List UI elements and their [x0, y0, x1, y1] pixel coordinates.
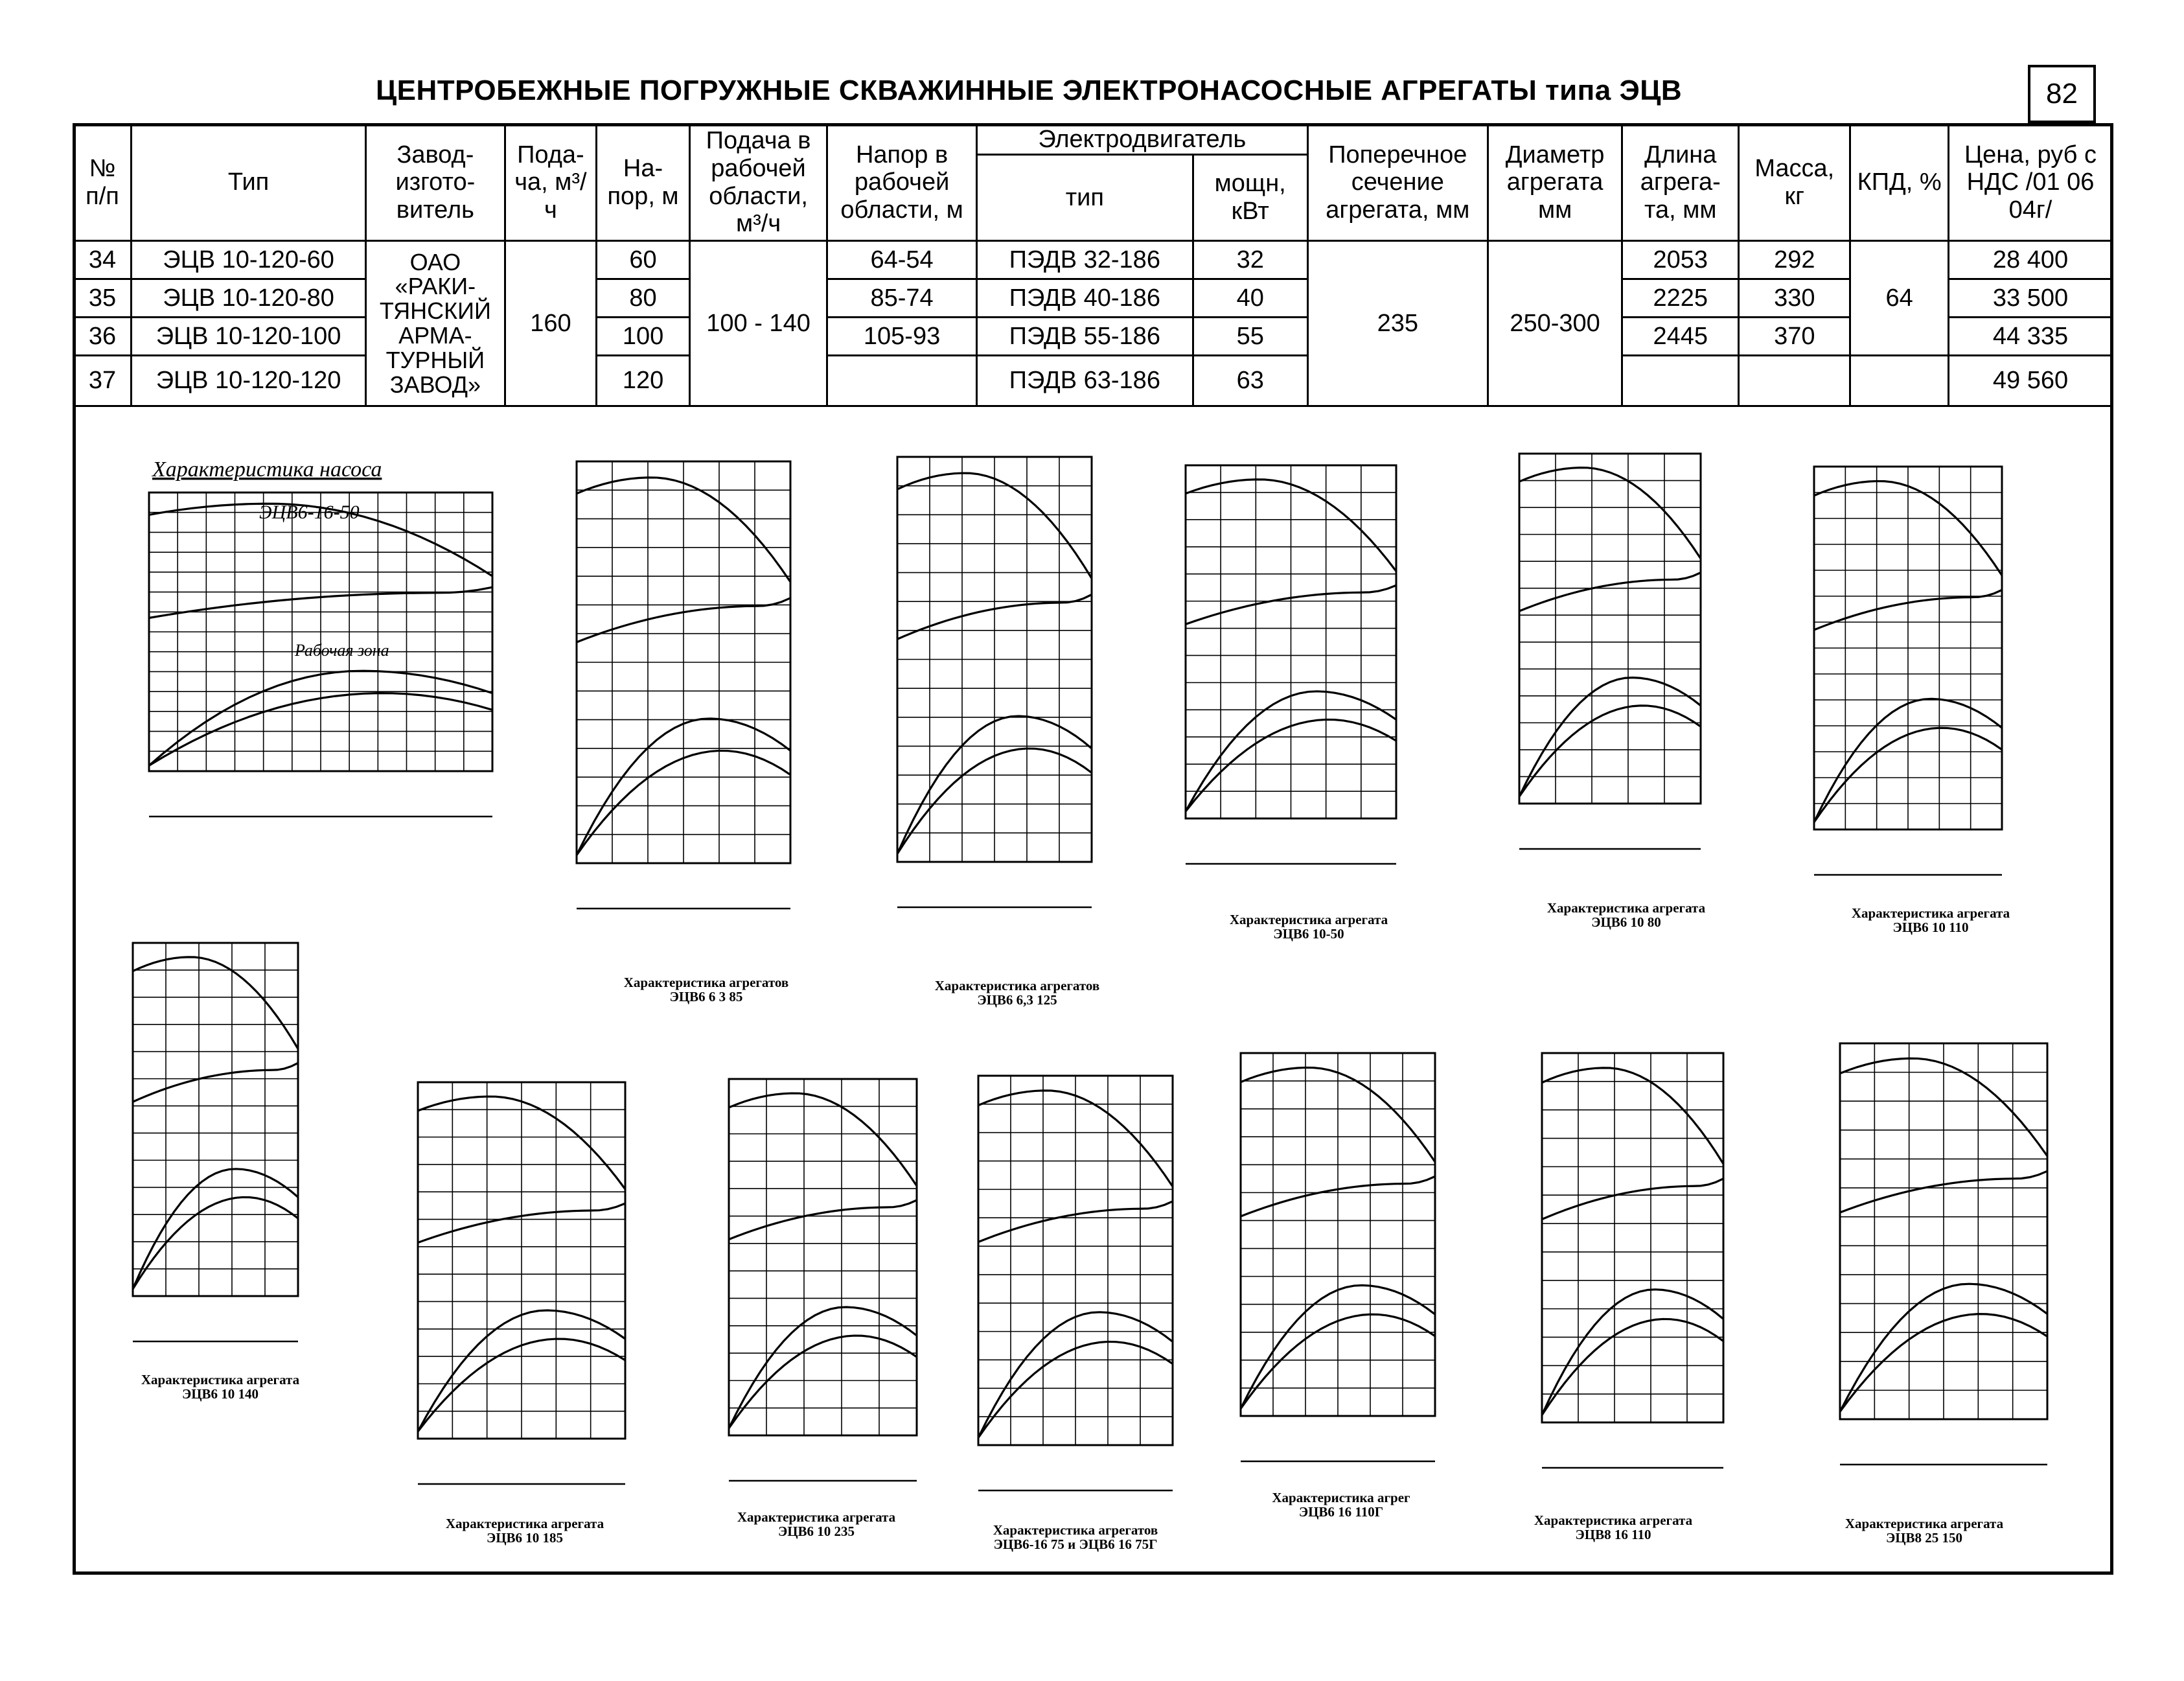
col-diam: Диаметр агрегата мм	[1488, 124, 1622, 241]
col-head: На-пор, м	[597, 124, 690, 241]
cell-length: 2225	[1622, 279, 1739, 318]
col-motor: Электродвигатель	[976, 124, 1307, 155]
table-row	[74, 241, 2113, 279]
col-num: № п/п	[74, 124, 132, 241]
col-mass: Масса, кг	[1739, 124, 1850, 241]
chart-caption: Характеристика агрегата ЭЦВ8 16 110	[1534, 1513, 1693, 1543]
cell-motor-type: ПЭДВ 32-186	[976, 241, 1193, 279]
cell-diam: 250-300	[1488, 241, 1622, 406]
cell-price: 44 335	[1949, 318, 2113, 356]
cell-length	[1622, 356, 1739, 406]
chart-caption: Характеристика агрег ЭЦВ6 16 110Г	[1272, 1490, 1410, 1520]
cell-motor-type: ПЭДВ 55-186	[976, 318, 1193, 356]
spec-table	[73, 123, 2113, 407]
cell-motor-power: 55	[1193, 318, 1307, 356]
cell-eff-empty	[1850, 356, 1949, 406]
page-number: 82	[2028, 65, 2096, 123]
chart-work-zone-text: Рабочая зона	[295, 641, 389, 660]
col-head-work: Напор в рабочей области, м	[827, 124, 977, 241]
cell-flow: 160	[505, 241, 597, 406]
cell-mass	[1739, 356, 1850, 406]
cell-head: 100	[597, 318, 690, 356]
chart-caption: Характеристика агрегата ЭЦВ8 25 150	[1845, 1516, 2004, 1546]
col-type: Тип	[132, 124, 366, 241]
cell-head-work	[827, 356, 977, 406]
chart-caption: Характеристика агрегатов ЭЦВ6 6 3 85	[623, 975, 789, 1005]
col-motor-type: тип	[976, 155, 1193, 241]
chart-caption: Характеристика агрегата ЭЦВ6 10 140	[141, 1372, 300, 1402]
cell-head: 60	[597, 241, 690, 279]
cell-price: 49 560	[1949, 356, 2113, 406]
cell-type: ЭЦВ 10-120-120	[132, 356, 366, 406]
col-cross: Поперечное сечение агрегата, мм	[1307, 124, 1488, 241]
page-title: ЦЕНТРОБЕЖНЫЕ ПОГРУЖНЫЕ СКВАЖИННЫЕ ЭЛЕКТРОНАСОСНЫЕ АГРЕГАТЫ типа ЭЦВ	[376, 75, 1683, 106]
chart-caption: Характеристика агрегата ЭЦВ6 10 185	[445, 1516, 604, 1546]
cell-type: ЭЦВ 10-120-80	[132, 279, 366, 318]
cell-price: 28 400	[1949, 241, 2113, 279]
cell-flow-work: 100 - 140	[689, 241, 827, 406]
cell-head-work: 85-74	[827, 279, 977, 318]
cell-head: 80	[597, 279, 690, 318]
chart-caption: Характеристика агрегатов ЭЦВ6 6,3 125	[934, 978, 1100, 1008]
cell-motor-power: 63	[1193, 356, 1307, 406]
cell-type: ЭЦВ 10-120-100	[132, 318, 366, 356]
col-eff: КПД, %	[1850, 124, 1949, 241]
col-maker: Завод-изгото-витель	[366, 124, 505, 241]
cell-num: 37	[74, 356, 132, 406]
cell-eff: 64	[1850, 241, 1949, 356]
cell-motor-type: ПЭДВ 40-186	[976, 279, 1193, 318]
cell-head-work: 64-54	[827, 241, 977, 279]
cell-motor-power: 32	[1193, 241, 1307, 279]
cell-cross: 235	[1307, 241, 1488, 406]
cell-maker: ОАО «РАКИ-ТЯНСКИЙ АРМА-ТУРНЫЙ ЗАВОД»	[366, 241, 505, 406]
chart-caption: Характеристика агрегата ЭЦВ6 10-50	[1229, 912, 1388, 942]
cell-head: 120	[597, 356, 690, 406]
cell-head-work: 105-93	[827, 318, 977, 356]
table-header-row	[74, 124, 2113, 155]
cell-num: 34	[74, 241, 132, 279]
cell-motor-power: 40	[1193, 279, 1307, 318]
cell-length: 2445	[1622, 318, 1739, 356]
cell-mass: 292	[1739, 241, 1850, 279]
chart-title-text: Характеристика насоса	[152, 458, 382, 481]
chart-caption: Характеристика агрегатов ЭЦВ6-16 75 и ЭЦВ6 16 75Г	[993, 1522, 1158, 1553]
chart-caption: Характеристика агрегата ЭЦВ6 10 235	[737, 1509, 896, 1540]
col-length: Длина агрега-та, мм	[1622, 124, 1739, 241]
cell-price: 33 500	[1949, 279, 2113, 318]
chart-caption: Характеристика агрегата ЭЦВ6 10 80	[1546, 900, 1706, 931]
col-flow: Пода-ча, м³/ч	[505, 124, 597, 241]
chart-caption: Характеристика агрегата ЭЦВ6 10 110	[1851, 905, 2010, 936]
cell-num: 35	[74, 279, 132, 318]
col-motor-power: мощн, кВт	[1193, 155, 1307, 241]
cell-type: ЭЦВ 10-120-60	[132, 241, 366, 279]
cell-num: 36	[74, 318, 132, 356]
cell-length: 2053	[1622, 241, 1739, 279]
cell-motor-type: ПЭДВ 63-186	[976, 356, 1193, 406]
col-price: Цена, руб с НДС /01 06 04г/	[1949, 124, 2113, 241]
chart-model-text: ЭЦВ6-16-50	[259, 502, 360, 523]
col-flow-work: Подача в рабочей области, м³/ч	[689, 124, 827, 241]
cell-mass: 370	[1739, 318, 1850, 356]
cell-mass: 330	[1739, 279, 1850, 318]
